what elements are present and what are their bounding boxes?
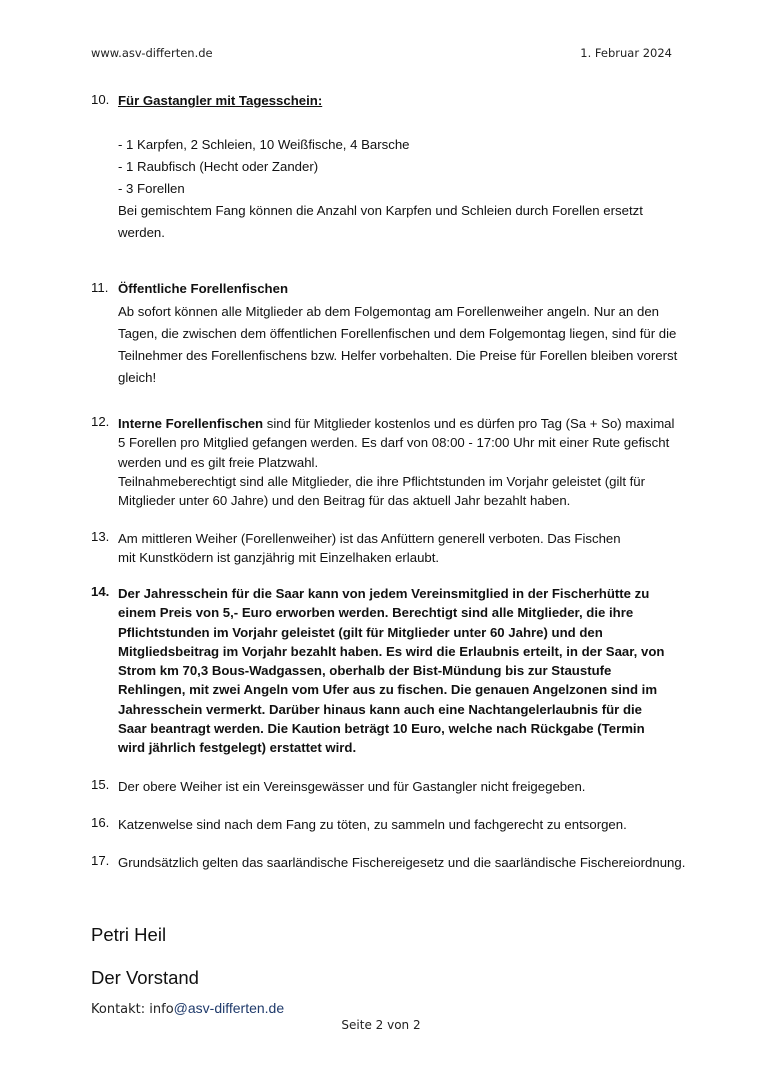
- closing-signature: Der Vorstand: [91, 967, 199, 988]
- closing-greeting: Petri Heil: [91, 924, 167, 945]
- item-number: 12.: [91, 414, 110, 429]
- item-number: 10.: [91, 92, 110, 107]
- item-text: Am mittleren Weiher (Forellenweiher) ist das Anfüttern generell verboten. Das Fischen mit Kunstködern ist ganzjährig mit Einzelhaken erlaubt.: [118, 531, 621, 566]
- rule-item-11: [91, 280, 681, 389]
- item-text: Katzenwelse sind nach dem Fang zu töten, zu sammeln und fachgerecht zu entsorgen.: [118, 817, 627, 832]
- list-item: - 1 Raubfisch (Hecht oder Zander): [118, 159, 319, 174]
- item-number: 11.: [91, 280, 109, 295]
- catch-limits-list: [118, 134, 681, 200]
- contact-email-link[interactable]: @asv-differten.de: [173, 1000, 285, 1016]
- item-text: Ab sofort können alle Mitglieder ab dem Folgemontag am Forellenweiher angeln. Nur an den Tagen, die zwischen dem öffentlichen Forellenfischen und dem Folgemontag liegen, sind für die Teilnehmer des Forellenfischens bzw. Helfer vorbehalten. Die Preise für Forellen bleiben vorerst gleich!: [118, 304, 678, 385]
- header-date: 1. Februar 2024: [580, 46, 672, 60]
- item-number: 16.: [91, 815, 110, 830]
- contact-label: Kontakt: info: [91, 1002, 174, 1017]
- item-text: Der obere Weiher ist ein Vereinsgewässer und für Gastangler nicht freigegeben.: [118, 779, 586, 794]
- item-title: Interne Forellenfischen: [118, 416, 264, 431]
- rule-item-15: [91, 777, 681, 796]
- list-item: - 1 Karpfen, 2 Schleien, 10 Weißfische, 4 Barsche: [118, 137, 410, 152]
- item-text: sind für Mitglieder kostenlos und es dürfen pro Tag (Sa + So) maximal 5 Forellen pro Mitglied gefangen werden. Es darf von 08:00 - 17:00 Uhr mit einer Rute gefischt werden und es gilt freie Platzwahl.: [118, 416, 675, 470]
- page-number: Seite 2 von 2: [341, 1018, 421, 1032]
- rule-item-13: [91, 529, 681, 568]
- list-item: - 3 Forellen: [118, 181, 185, 196]
- item-number: 14.: [91, 584, 110, 599]
- item-text: Bei gemischtem Fang können die Anzahl von Karpfen und Schleien durch Forellen ersetzt werden.: [118, 203, 643, 240]
- item-text: Der Jahresschein für die Saar kann von jedem Vereinsmitglied in der Fischerhütte zu einem Preis von 5,- Euro erworben werden. Berechtigt sind alle Mitglieder, die ihre Pflichtstunden im Vorjahr geleistet (gilt für Mitglieder unter 60 Jahre) und den Mitgliedsbeitrag im Vorjahr bezahlt haben. Es wird die Erlaubnis erteilt, in der Saar, von Strom km 70,3 Bous-Wadgassen, oberhalb der Bist-Mündung bis zur Staustufe Rehlingen, mit zwei Angeln vom Ufer aus zu fischen. Die genauen Angelzonen sind im Jahresschein vermerkt. Darüber hinaus kann auch eine Nachtangelerlaubnis für die Saar beantragt werden. Die Kaution beträgt 10 Euro, welche nach Rückgabe (Termin wird jährlich festgelegt) erstattet wird.: [118, 586, 665, 756]
- contact-line: [91, 1000, 284, 1017]
- rule-item-17: [91, 853, 686, 872]
- item-text: Grundsätzlich gelten das saarländische Fischereigesetz und die saarländische Fischereiordnung.: [118, 855, 686, 870]
- item-text-2: Teilnahmeberechtigt sind alle Mitglieder, die ihre Pflichtstunden im Vorjahr geleistet (gilt für Mitglieder unter 60 Jahre) und den Beitrag für das aktuell Jahr bezahlt haben.: [118, 473, 646, 509]
- item-number: 13.: [91, 529, 110, 544]
- item-number: 15.: [91, 777, 110, 792]
- item-title: Für Gastangler mit Tagesschein:: [118, 93, 323, 108]
- item-title: Öffentliche Forellenfischen: [118, 281, 289, 296]
- rule-item-12: [91, 414, 681, 510]
- item-number: 17.: [91, 853, 110, 868]
- rule-item-14: [91, 584, 681, 758]
- rule-item-16: [91, 815, 681, 834]
- rule-item-10: [91, 92, 681, 244]
- header-website: www.asv-differten.de: [91, 46, 213, 60]
